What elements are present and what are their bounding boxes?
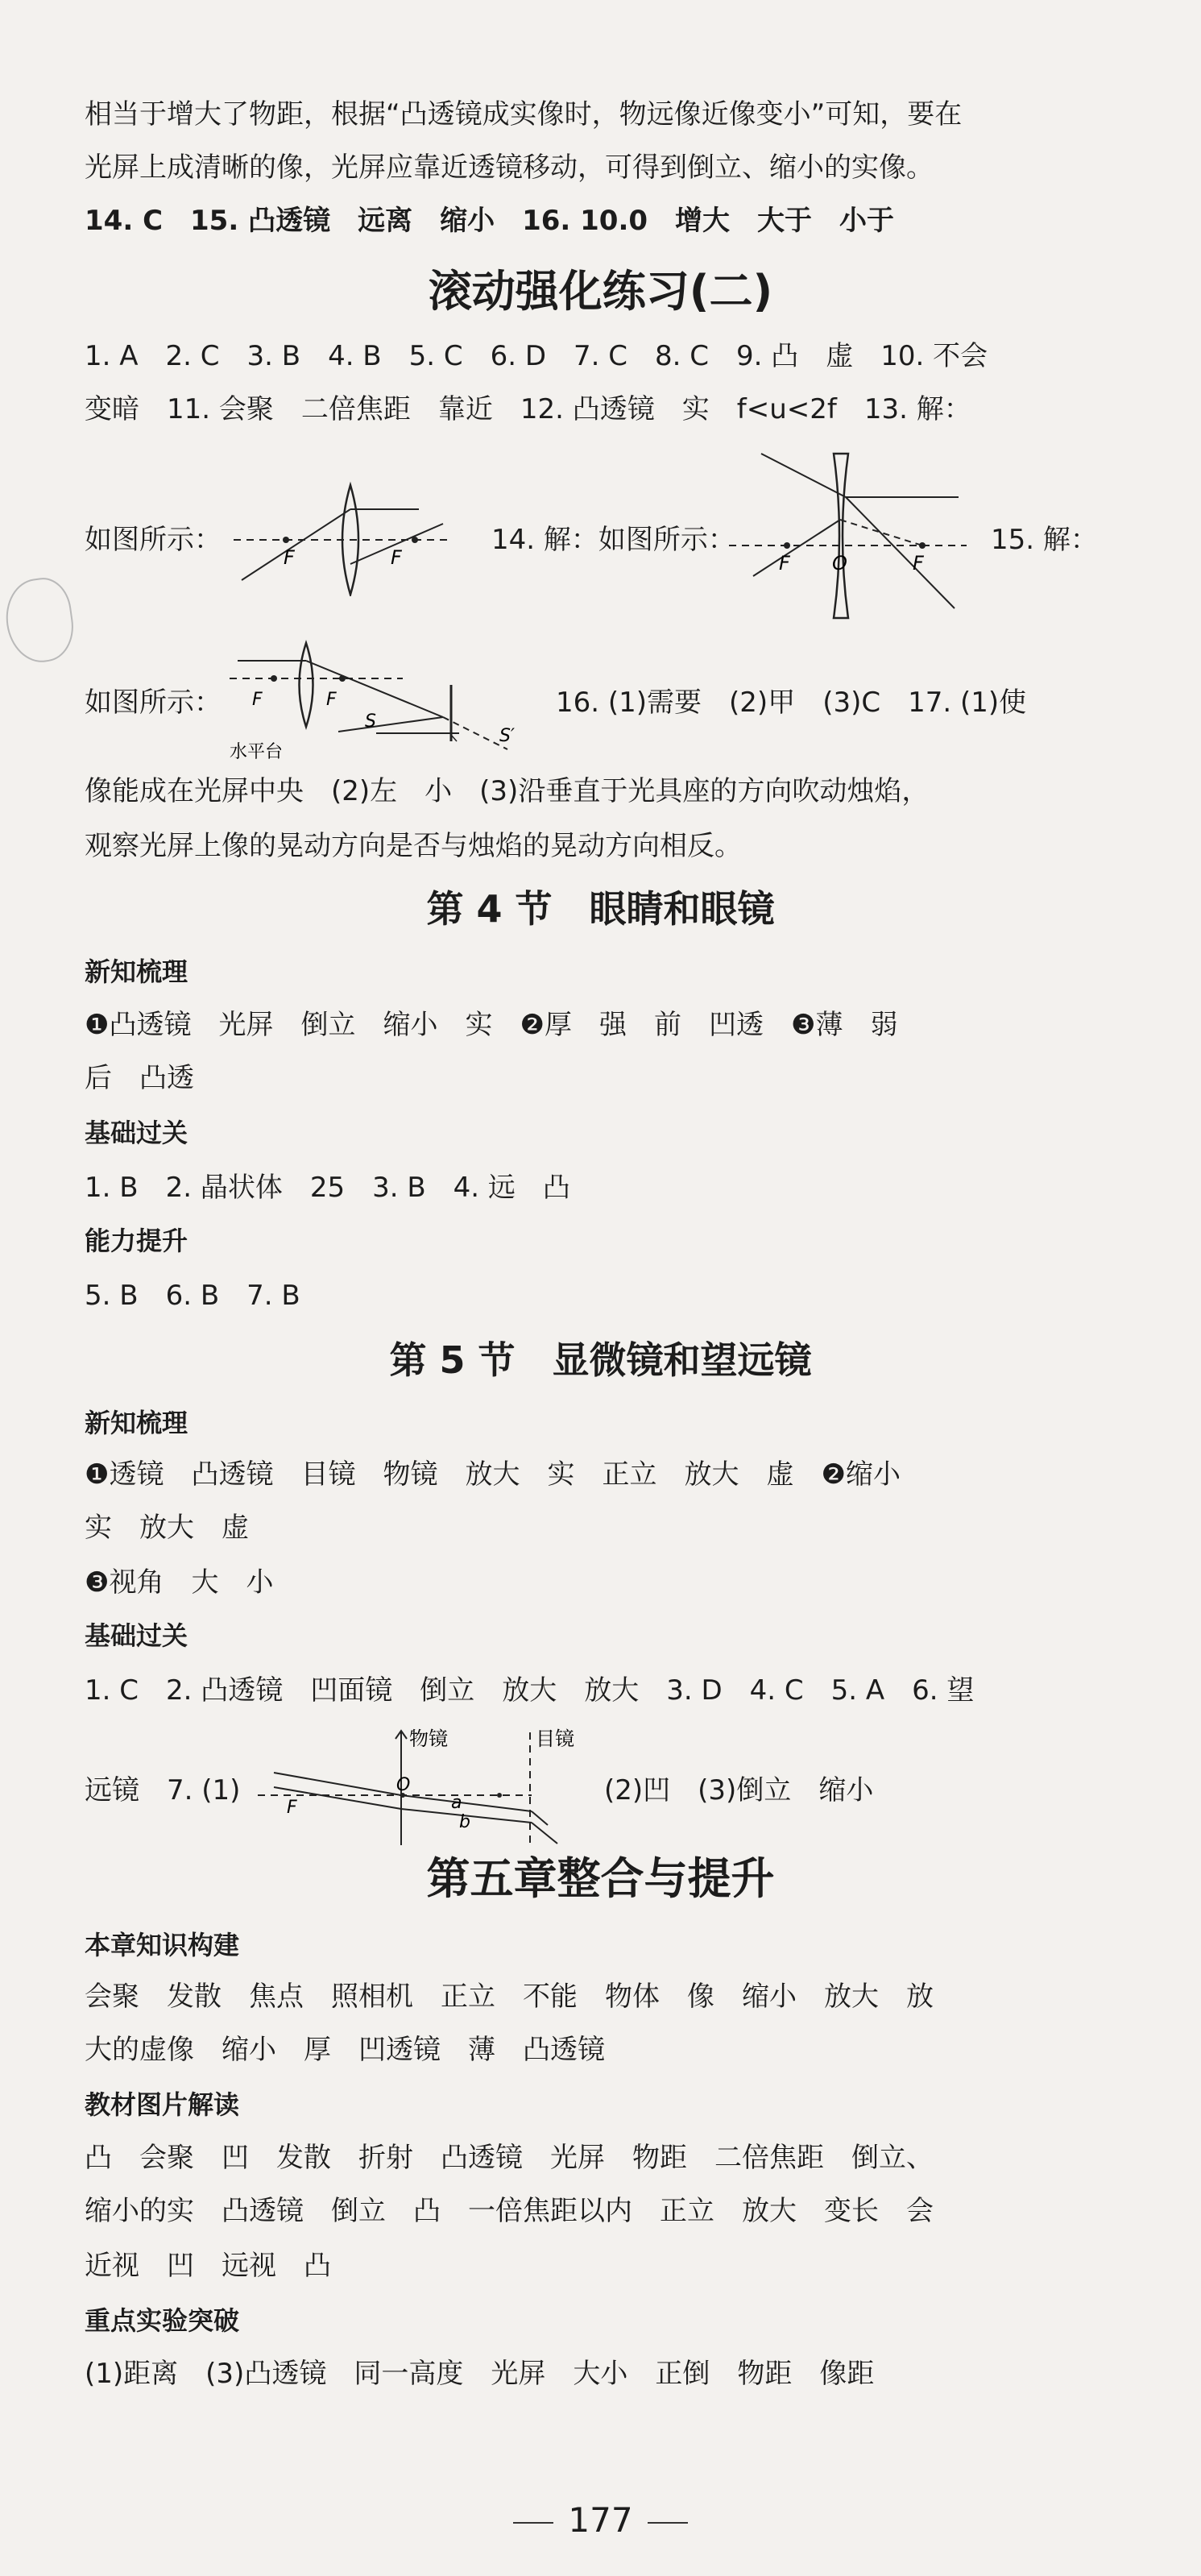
answer-line: 变暗 11. 会聚 二倍焦距 靠近 12. 凸透镜 实 f<u<2f 13. 解： (85, 393, 971, 425)
subheading: 新知梳理 (85, 1408, 188, 1438)
text-line: 相当于增大了物距，根据“凸透镜成实像时，物远像近像变小”可知，要在 (85, 98, 963, 131)
optical-center-label: O (832, 552, 847, 575)
image-label: S′ (499, 726, 515, 746)
answer-line: (1)距离 (3)凸透镜 同一高度 光屏 大小 正倒 物距 像距 (85, 2358, 875, 2390)
subheading: 重点实验突破 (85, 2305, 240, 2336)
focus-label: F (287, 1798, 297, 1818)
concave-lens-diagram (729, 447, 971, 624)
answer-line: 缩小的实 凸透镜 倒立 凸 一倍焦距以内 正立 放大 变长 会 (85, 2195, 934, 2227)
subheading: 能力提升 (85, 1226, 188, 1256)
answer-line: 像能成在光屏中央 (2)左 小 (3)沿垂直于光具座的方向吹动烛焰， (85, 775, 930, 807)
source-label: S (365, 711, 376, 732)
focus-label: F (391, 546, 402, 569)
focus-label: F (779, 552, 790, 575)
answer-line: 远镜 7. (1) (85, 1774, 241, 1807)
ray-label-a: a (451, 1793, 462, 1813)
ray-label-b: b (459, 1812, 470, 1832)
answer-line: 1. A 2. C 3. B 4. B 5. C 6. D 7. C 8. C 9. 凸 虚 10. 不会 (85, 340, 988, 372)
answer-line: 实 放大 虚 (85, 1512, 249, 1544)
subheading: 基础过关 (85, 1118, 188, 1148)
page-number-row (0, 2499, 1201, 2541)
telescope-diagram (258, 1724, 580, 1853)
answer-line: 近视 凹 远视 凸 (85, 2250, 331, 2282)
subheading: 本章知识构建 (85, 1930, 240, 1960)
mirror-lens-diagram (230, 637, 544, 765)
platform-label: 水平台 (230, 742, 284, 762)
figure-caption: 如图所示： (85, 687, 222, 719)
section-title: 第五章整合与提升 (426, 1853, 775, 1904)
answer-line: 1. C 2. 凸透镜 凹面镜 倒立 放大 放大 3. D 4. C 5. A 6. 望 (85, 1674, 975, 1707)
answer-line: 5. B 6. B 7. B (85, 1280, 300, 1312)
stamp-mark (1, 575, 78, 666)
subheading: 教材图片解读 (85, 2089, 240, 2120)
page-number: 177 (568, 2500, 633, 2540)
convex-lens-diagram (226, 475, 459, 596)
subheading: 基础过关 (85, 1620, 188, 1651)
answer-line: 14. C 15. 凸透镜 远离 缩小 16. 10.0 增大 大于 小于 (85, 205, 895, 237)
section-title: 第 4 节 眼睛和眼镜 (426, 887, 775, 931)
answer-line: 凸 会聚 凹 发散 折射 凸透镜 光屏 物距 二倍焦距 倒立、 (85, 2142, 934, 2174)
optical-center-label: O (396, 1775, 411, 1795)
answer-line: 观察光屏上像的晃动方向是否与烛焰的晃动方向相反。 (85, 830, 742, 862)
answer-line: 大的虚像 缩小 厚 凹透镜 薄 凸透镜 (85, 2034, 605, 2066)
answer-line: ❶透镜 凸透镜 目镜 物镜 放大 实 正立 放大 虚 ❷缩小 (85, 1458, 901, 1491)
answer-line: ❸视角 大 小 (85, 1566, 274, 1599)
focus-label: F (326, 690, 337, 710)
answer-line: 后 凸透 (85, 1062, 194, 1094)
text-line: 光屏上成清晰的像，光屏应靠近透镜移动，可得到倒立、缩小的实像。 (85, 151, 934, 184)
figure-caption: 15. 解： (991, 524, 1098, 556)
answer-line: 1. B 2. 晶状体 25 3. B 4. 远 凸 (85, 1172, 570, 1204)
answer-line: ❶凸透镜 光屏 倒立 缩小 实 ❷厚 强 前 凹透 ❸薄 弱 (85, 1009, 898, 1041)
section-title: 第 5 节 显微镜和望远镜 (389, 1338, 812, 1382)
focus-label: F (913, 552, 924, 575)
section-title: 滚动强化练习(二) (428, 266, 773, 317)
answer-line: 会聚 发散 焦点 照相机 正立 不能 物体 像 缩小 放大 放 (85, 1981, 934, 2013)
objective-label: 物镜 (409, 1728, 448, 1750)
focus-label: F (284, 546, 295, 569)
eyepiece-label: 目镜 (536, 1728, 574, 1750)
focus-label: F (252, 690, 263, 710)
answer-line: 16. (1)需要 (2)甲 (3)C 17. (1)使 (556, 687, 1027, 719)
figure-caption: 如图所示： (85, 524, 222, 556)
subheading: 新知梳理 (85, 956, 188, 987)
figure-caption: 14. 解：如图所示： (491, 524, 735, 556)
answer-line: (2)凹 (3)倒立 缩小 (604, 1774, 874, 1807)
